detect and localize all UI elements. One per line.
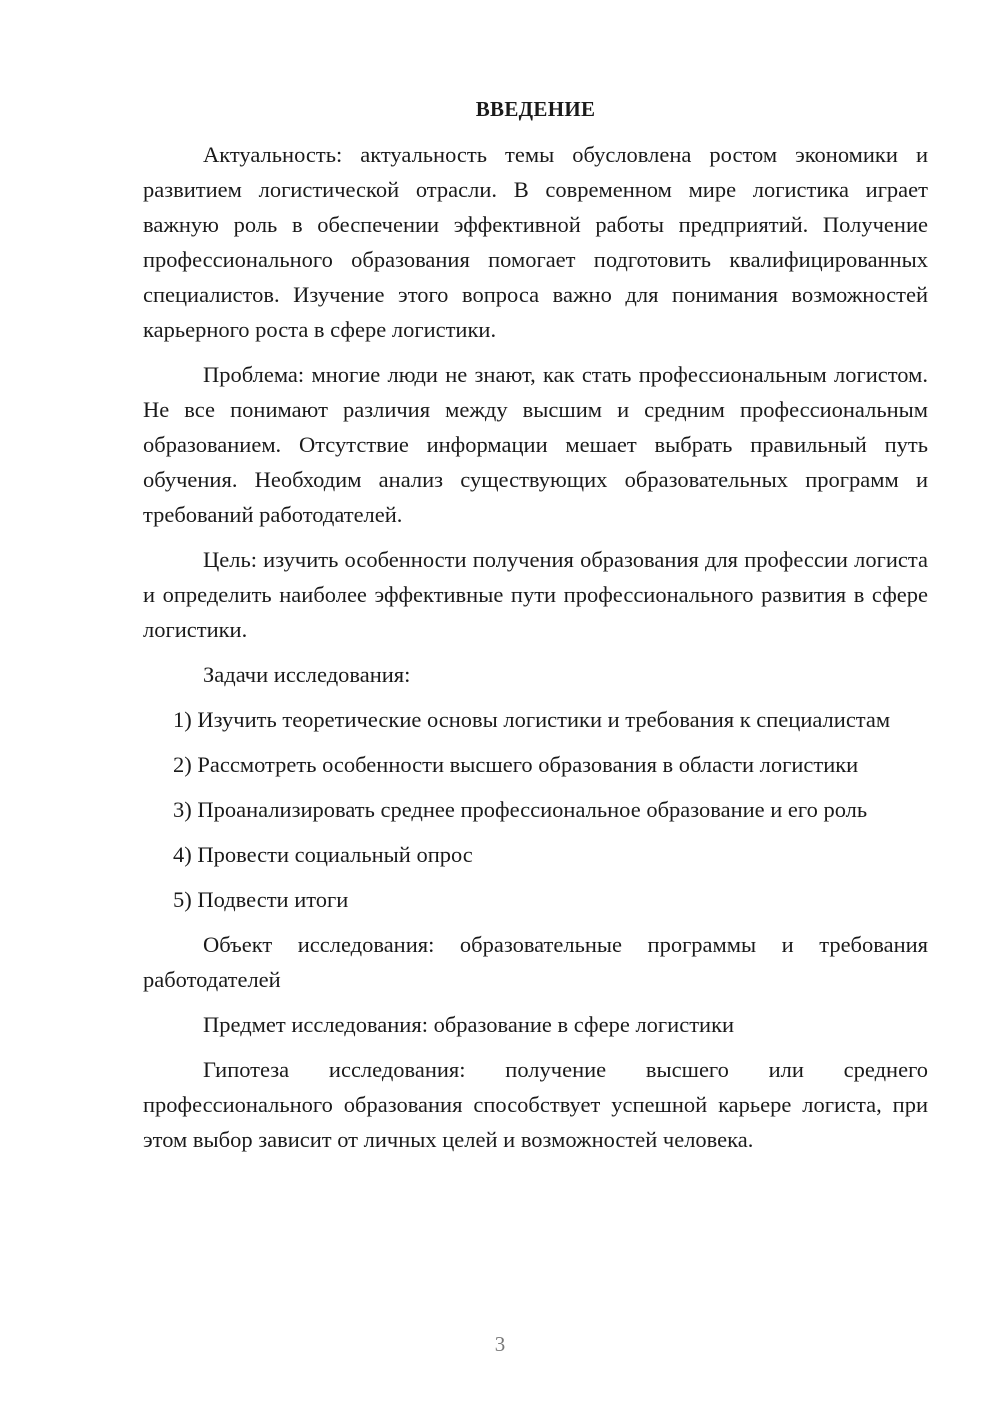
task-item-3: 3) Проанализировать среднее профессиональное образование и его роль: [173, 797, 868, 822]
document-page: [143, 92, 928, 1167]
task-item-4: 4) Провести социальный опрос: [173, 842, 473, 867]
page-number: 3: [494, 1332, 506, 1356]
problem-paragraph: Проблема: многие люди не знают, как стать профессиональным логистом. Не все понимают различия между высшим и средним профессиональным образованием. Отсутствие информации мешает выбрать правильный путь обучения. Необходим анализ существующих образовательных программ и требований работодателей.: [143, 362, 928, 527]
tasks-heading: Задачи исследования:: [203, 662, 411, 687]
task-item-1: 1) Изучить теоретические основы логистики и требования к специалистам: [173, 707, 891, 732]
task-item-5: 5) Подвести итоги: [173, 887, 349, 912]
subject-paragraph: Предмет исследования: образование в сфере логистики: [203, 1012, 735, 1037]
relevance-paragraph: Актуальность: актуальность темы обусловлена ростом экономики и развитием логистической отрасли. В современном мире логистика играет важную роль в обеспечении эффективной работы предприятий. Получение профессионального образования помогает подготовить квалифицированных специалистов. Изучение этого вопроса важно для понимания возможностей карьерного роста в сфере логистики.: [143, 142, 928, 342]
object-paragraph: Объект исследования: образовательные программы и требования работодателей: [143, 932, 928, 992]
goal-paragraph: Цель: изучить особенности получения образования для профессии логиста и определить наиболее эффективные пути профессионального развития в сфере логистики.: [143, 547, 928, 642]
task-item-2: 2) Рассмотреть особенности высшего образования в области логистики: [173, 752, 859, 777]
section-title: ВВЕДЕНИЕ: [475, 97, 596, 121]
hypothesis-paragraph: Гипотеза исследования: получение высшего или среднего профессионального образования способствует успешной карьере логиста, при этом выбор зависит от личных целей и возможностей человека.: [143, 1057, 928, 1152]
